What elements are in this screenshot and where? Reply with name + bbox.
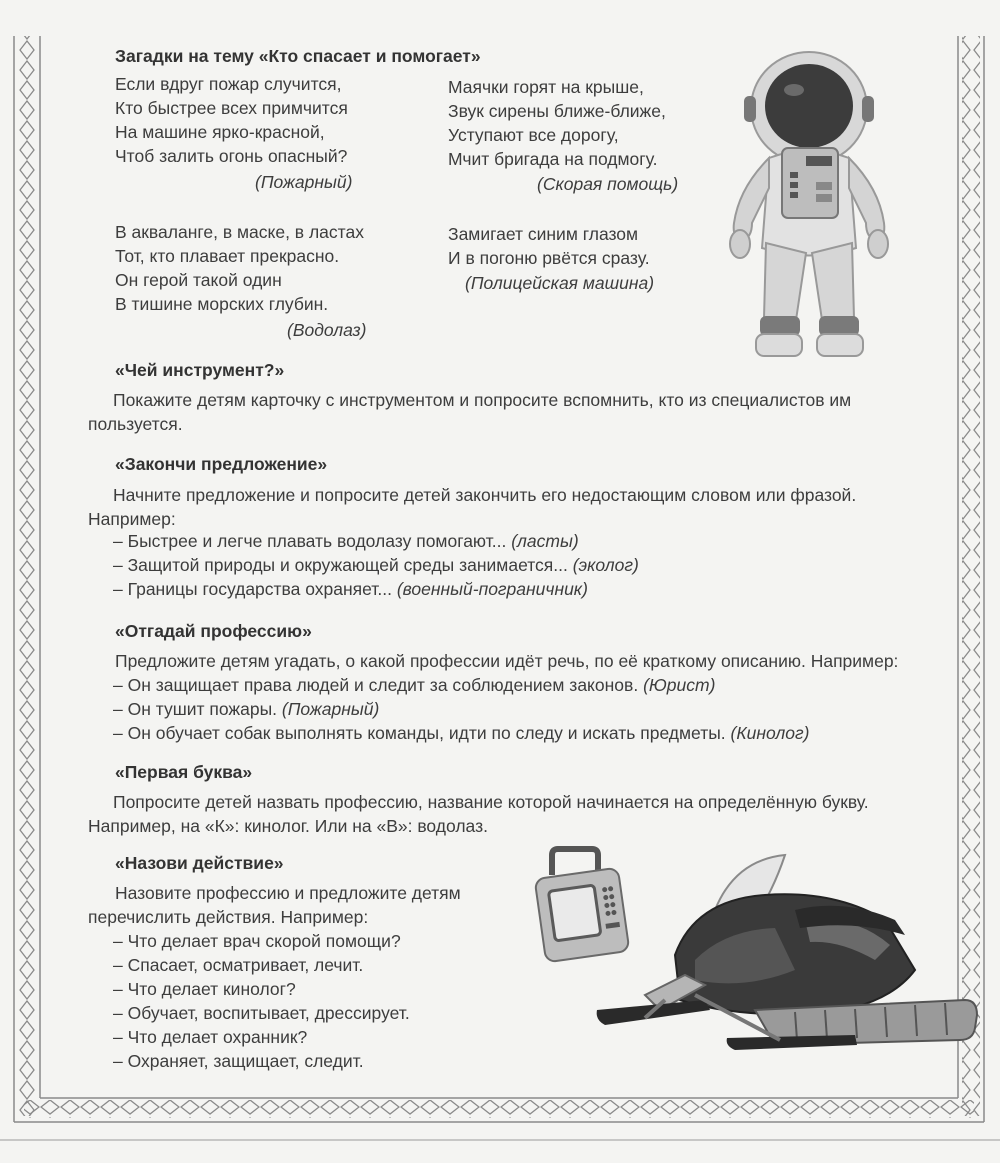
finish-item-1: – Быстрее и легче плавать водолазу помогают... (ласты) xyxy=(113,531,579,551)
action-item-5: – Что делает охранник? xyxy=(113,1027,308,1047)
letter-game-heading: «Первая буква» xyxy=(115,762,253,782)
riddle-3-line-4: В тишине морских глубин. xyxy=(115,294,329,314)
guess-game-heading: «Отгадай профессию» xyxy=(115,621,312,641)
action-game-intro-1: Назовите профессию и предложите детям xyxy=(115,883,461,903)
guess-item-1: – Он защищает права людей и следит за соблюдением законов. (Юрист) xyxy=(113,675,716,695)
riddle-1-line-2: Кто быстрее всех примчится xyxy=(115,98,348,118)
finish-game-heading: «Закончи предложение» xyxy=(115,454,328,474)
action-item-3: – Что делает кинолог? xyxy=(113,979,296,999)
guess-item-3: – Он обучает собак выполнять команды, идти по следу и искать предметы. (Кинолог) xyxy=(113,723,810,743)
guess-item-2: – Он тушит пожары. (Пожарный) xyxy=(113,699,380,719)
riddle-1-answer: (Пожарный) xyxy=(255,172,353,192)
riddle-3-line-3: Он герой такой один xyxy=(115,270,282,290)
action-item-2: – Спасает, осматривает, лечит. xyxy=(113,955,364,975)
action-game-heading: «Назови действие» xyxy=(115,853,284,873)
action-item-4: – Обучает, воспитывает, дрессирует. xyxy=(113,1003,410,1023)
action-item-1: – Что делает врач скорой помощи? xyxy=(113,931,401,951)
riddle-2-line-3: Уступают все дорогу, xyxy=(448,125,619,145)
riddle-2-line-4: Мчит бригада на подмогу. xyxy=(448,149,658,169)
guess-game-text: Предложите детям угадать, о какой профессии идёт речь, по её краткому описанию. Например: xyxy=(115,651,899,671)
astronaut-illustration xyxy=(724,48,894,373)
riddle-4-line-2: И в погоню рвётся сразу. xyxy=(448,248,650,268)
riddle-1-line-4: Чтоб залить огонь опасный? xyxy=(115,146,348,166)
finish-game-text: Начните предложение и попросите детей закончить его недостающим словом или фразой. Например: xyxy=(88,485,857,529)
riddle-1-line-1: Если вдруг пожар случится, xyxy=(115,74,342,94)
finish-item-3: – Границы государства охраняет... (военный-пограничник) xyxy=(113,579,588,599)
action-item-6: – Охраняет, защищает, следит. xyxy=(113,1051,364,1071)
snowmobile-illustration xyxy=(585,850,980,1065)
tool-game-text: Покажите детям карточку с инструментом и попросите вспомнить, кто из специалистов им пользуется. xyxy=(88,390,852,434)
riddle-3-answer: (Водолаз) xyxy=(287,320,367,340)
riddle-3-line-2: Тот, кто плавает прекрасно. xyxy=(115,246,340,266)
action-game-intro-2: перечислить действия. Например: xyxy=(88,907,369,927)
riddle-2-answer: (Скорая помощь) xyxy=(537,174,679,194)
tool-game-heading: «Чей инструмент?» xyxy=(115,360,285,380)
riddle-4-answer: (Полицейская машина) xyxy=(465,273,655,293)
riddle-1-line-3: На машине ярко-красной, xyxy=(115,122,325,142)
letter-game-text: Попросите детей назвать профессию, название которой начинается на определённую букву. Например, на «К»: кинолог. Или на «В»: водолаз. xyxy=(88,792,869,836)
riddle-4-line-1: Замигает синим глазом xyxy=(448,224,639,244)
finish-item-2: – Защитой природы и окружающей среды занимается... (эколог) xyxy=(113,555,639,575)
riddles-heading: Загадки на тему «Кто спасает и помогает» xyxy=(115,46,481,66)
riddle-2-line-1: Маячки горят на крыше, xyxy=(448,77,644,97)
riddle-2-line-2: Звук сирены ближе-ближе, xyxy=(448,101,666,121)
riddle-3-line-1: В акваланге, в маске, в ластах xyxy=(115,222,364,242)
